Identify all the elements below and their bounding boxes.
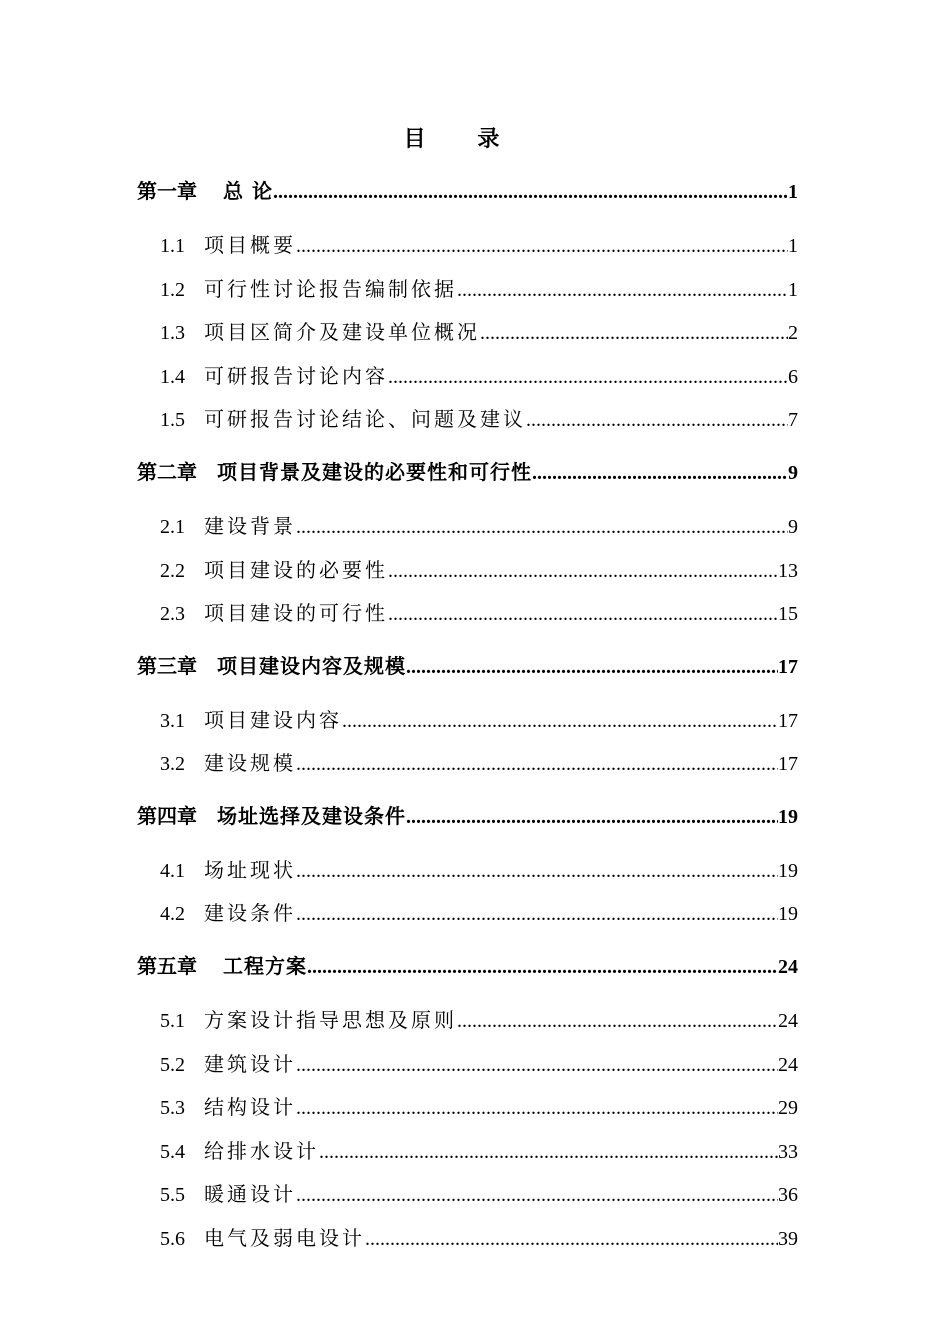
toc-page-number: 15 — [778, 603, 798, 625]
toc-leader-dots — [388, 559, 778, 583]
toc-section-number: 1.1 — [160, 235, 185, 257]
toc-page-number: 19 — [778, 860, 798, 882]
toc-leader-dots — [342, 709, 778, 733]
toc-chapter-title: 总 论 — [223, 179, 273, 203]
toc-section-number: 5.1 — [160, 1010, 185, 1032]
toc-chapter-number: 第三章 — [137, 656, 197, 678]
toc-section-1-5[interactable] — [160, 402, 798, 432]
toc-leader-dots — [457, 1009, 778, 1033]
toc-section-title: 项目建设内容 — [204, 708, 342, 732]
toc-page-number: 17 — [778, 656, 798, 678]
toc-chapter-number: 第一章 — [137, 181, 197, 203]
toc-leader-dots — [406, 805, 778, 829]
toc-section-number: 1.3 — [160, 322, 185, 344]
toc-page-number: 2 — [788, 322, 798, 344]
toc-section-title: 项目建设的可行性 — [204, 601, 388, 625]
toc-page-number: 1 — [788, 181, 798, 203]
toc-leader-dots — [388, 602, 778, 626]
toc-leader-dots — [296, 902, 778, 926]
toc-page-number: 24 — [778, 1010, 798, 1032]
toc-section-title: 可研报告讨论结论、问题及建议 — [204, 407, 526, 431]
toc-section-number: 5.4 — [160, 1141, 185, 1163]
toc-section-4-1[interactable] — [160, 853, 798, 883]
toc-page-number: 17 — [778, 753, 798, 775]
toc-chapter-1[interactable] — [137, 174, 798, 204]
toc-section-number: 3.2 — [160, 753, 185, 775]
toc-leader-dots — [388, 365, 788, 389]
toc-section-1-4[interactable] — [160, 359, 798, 389]
toc-leader-dots — [319, 1140, 778, 1164]
toc-leader-dots — [296, 859, 778, 883]
toc-section-number: 2.3 — [160, 603, 185, 625]
toc-page-number: 24 — [778, 1054, 798, 1076]
toc-leader-dots — [526, 408, 788, 432]
toc-page-number: 1 — [788, 235, 798, 257]
toc-section-title: 可行性讨论报告编制依据 — [204, 277, 457, 301]
toc-page-number: 9 — [788, 462, 798, 484]
toc-leader-dots — [406, 655, 778, 679]
toc-section-4-2[interactable] — [160, 896, 798, 926]
toc-section-number: 1.4 — [160, 366, 185, 388]
toc-leader-dots — [296, 1183, 778, 1207]
toc-section-number: 1.5 — [160, 409, 185, 431]
toc-page-number: 36 — [778, 1184, 798, 1206]
toc-page-number: 19 — [778, 903, 798, 925]
toc-section-2-3[interactable] — [160, 596, 798, 626]
toc-leader-dots — [307, 955, 778, 979]
toc-page-number: 9 — [788, 516, 798, 538]
toc-chapter-title: 场址选择及建设条件 — [217, 804, 406, 828]
toc-chapter-3[interactable] — [137, 649, 798, 679]
toc-page-number: 13 — [778, 560, 798, 582]
toc-chapter-title: 工程方案 — [223, 954, 307, 978]
toc-page-number: 39 — [778, 1228, 798, 1250]
toc-section-2-2[interactable] — [160, 553, 798, 583]
toc-page-number: 7 — [788, 409, 798, 431]
toc-section-3-2[interactable] — [160, 746, 798, 776]
toc-section-1-2[interactable] — [160, 272, 798, 302]
toc-chapter-5[interactable] — [137, 949, 798, 979]
toc-section-number: 5.2 — [160, 1054, 185, 1076]
toc-page-number: 33 — [778, 1141, 798, 1163]
toc-page-number: 19 — [778, 806, 798, 828]
toc-leader-dots — [273, 180, 788, 204]
toc-chapter-number: 第二章 — [137, 462, 197, 484]
toc-section-5-1[interactable] — [160, 1003, 798, 1033]
toc-section-5-3[interactable] — [160, 1090, 798, 1120]
toc-section-2-1[interactable] — [160, 509, 798, 539]
toc-section-number: 5.5 — [160, 1184, 185, 1206]
toc-section-title: 建筑设计 — [204, 1052, 296, 1076]
toc-section-number: 5.6 — [160, 1228, 185, 1250]
toc-section-3-1[interactable] — [160, 703, 798, 733]
toc-section-1-1[interactable] — [160, 228, 798, 258]
toc-chapter-title: 项目建设内容及规模 — [217, 654, 406, 678]
toc-leader-dots — [296, 1096, 778, 1120]
toc-leader-dots — [296, 515, 788, 539]
toc-section-number: 4.1 — [160, 860, 185, 882]
toc-page-number: 6 — [788, 366, 798, 388]
toc-page-number: 29 — [778, 1097, 798, 1119]
toc-leader-dots — [532, 461, 788, 485]
toc-section-number: 2.1 — [160, 516, 185, 538]
toc-section-title: 建设背景 — [204, 514, 296, 538]
toc-section-number: 5.3 — [160, 1097, 185, 1119]
toc-section-number: 4.2 — [160, 903, 185, 925]
toc-leader-dots — [296, 234, 788, 258]
toc-section-title: 项目区简介及建设单位概况 — [204, 320, 480, 344]
toc-section-title: 项目概要 — [204, 233, 296, 257]
toc-section-title: 建设规模 — [204, 751, 296, 775]
toc-section-title: 暖通设计 — [204, 1182, 296, 1206]
toc-section-title: 电气及弱电设计 — [204, 1226, 365, 1250]
toc-section-title: 结构设计 — [204, 1095, 296, 1119]
toc-leader-dots — [296, 752, 778, 776]
toc-chapter-2[interactable] — [137, 455, 798, 485]
toc-leader-dots — [480, 321, 788, 345]
toc-page-number: 17 — [778, 710, 798, 732]
toc-chapter-number: 第五章 — [137, 956, 197, 978]
toc-chapter-title: 项目背景及建设的必要性和可行性 — [217, 460, 532, 484]
toc-leader-dots — [296, 1053, 778, 1077]
toc-page-number: 1 — [788, 279, 798, 301]
toc-section-number: 2.2 — [160, 560, 185, 582]
toc-section-number: 3.1 — [160, 710, 185, 732]
toc-leader-dots — [365, 1227, 778, 1251]
toc-title: 目 录 — [403, 126, 522, 152]
toc-section-title: 场址现状 — [204, 858, 296, 882]
toc-page-number: 24 — [778, 956, 798, 978]
toc-section-number: 1.2 — [160, 279, 185, 301]
toc-section-title: 可研报告讨论内容 — [204, 364, 388, 388]
toc-section-title: 项目建设的必要性 — [204, 558, 388, 582]
toc-section-5-2[interactable] — [160, 1047, 798, 1077]
toc-section-5-4[interactable] — [160, 1134, 798, 1164]
toc-section-title: 方案设计指导思想及原则 — [204, 1008, 457, 1032]
toc-section-title: 建设条件 — [204, 901, 296, 925]
toc-section-title: 给排水设计 — [204, 1139, 319, 1163]
toc-section-1-3[interactable] — [160, 315, 798, 345]
toc-chapter-4[interactable] — [137, 799, 798, 829]
toc-section-5-5[interactable] — [160, 1177, 798, 1207]
toc-chapter-number: 第四章 — [137, 806, 197, 828]
toc-section-5-6[interactable] — [160, 1221, 798, 1251]
toc-leader-dots — [457, 278, 788, 302]
